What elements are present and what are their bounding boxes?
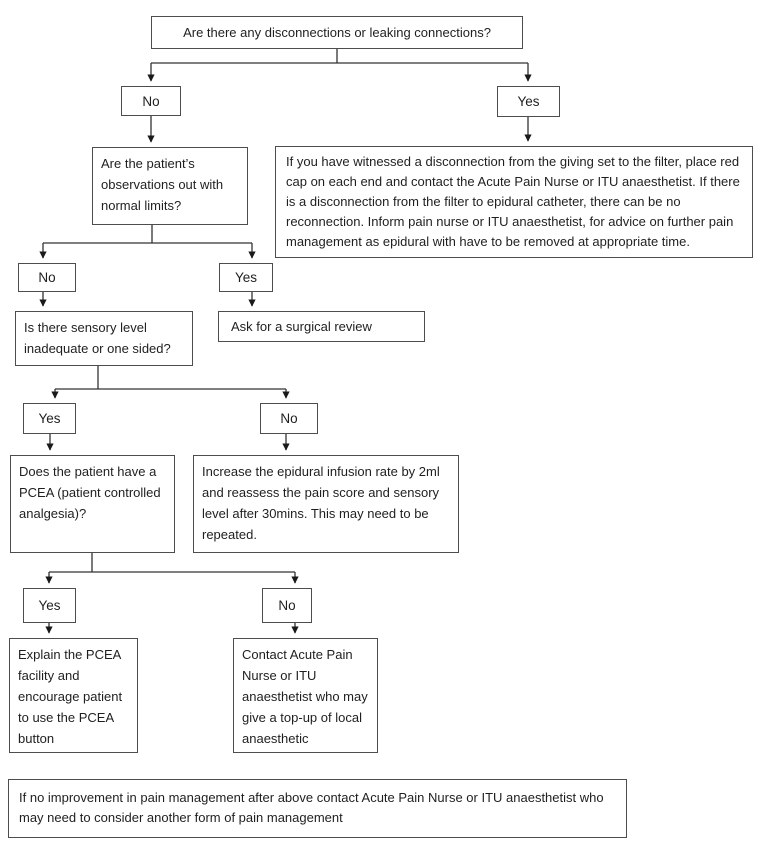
node-pcea-yes: Yes — [23, 588, 76, 623]
node-increase-infusion: Increase the epidural infusion rate by 2ml and reassess the pain score and sensory level after 30mins. This may need to be repeated. — [193, 455, 459, 553]
node-sensory-question: Is there sensory level inadequate or one sided? — [15, 311, 193, 366]
node-explain-pcea: Explain the PCEA facility and encourage patient to use the PCEA button — [9, 638, 138, 753]
node-observations-no: No — [18, 263, 76, 292]
node-observations-question: Are the patient’s observations out with normal limits? — [92, 147, 248, 225]
node-surgical-review: Ask for a surgical review — [218, 311, 425, 342]
node-sensory-yes: Yes — [23, 403, 76, 434]
node-root-question: Are there any disconnections or leaking connections? — [151, 16, 523, 49]
node-observations-yes: Yes — [219, 263, 273, 292]
node-pcea-no: No — [262, 588, 312, 623]
node-pcea-question: Does the patient have a PCEA (patient controlled analgesia)? — [10, 455, 175, 553]
node-sensory-no: No — [260, 403, 318, 434]
node-final-note: If no improvement in pain management after above contact Acute Pain Nurse or ITU anaesthetist who may need to consider another form of pain management — [8, 779, 627, 838]
node-root-no: No — [121, 86, 181, 116]
node-contact-nurse: Contact Acute Pain Nurse or ITU anaesthetist who may give a top-up of local anaesthetic — [233, 638, 378, 753]
node-root-yes: Yes — [497, 86, 560, 117]
node-disconnection-advice: If you have witnessed a disconnection from the giving set to the filter, place red cap on each end and contact the Acute Pain Nurse or ITU anaesthetist. If there is a disconnection from the filter to epidural catheter, there can be no reconnection. Inform pain nurse or ITU anaesthetist, for advice on further pain management as epidural with have to be removed at appropriate time. — [275, 146, 753, 258]
